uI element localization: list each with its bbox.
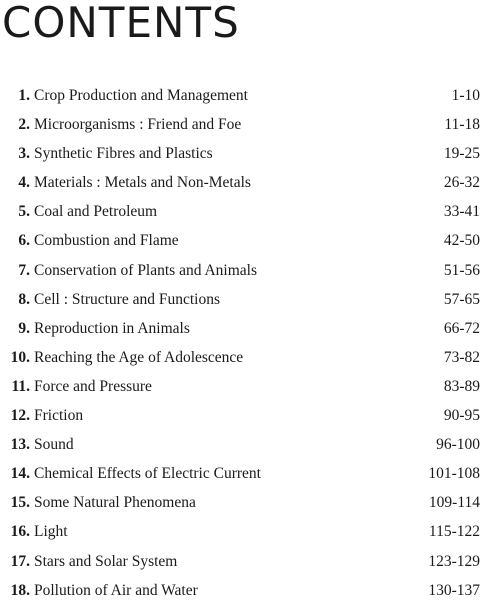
chapter-number: 10.: [10, 348, 30, 366]
chapter-title: Chemical Effects of Electric Current: [34, 465, 261, 483]
toc-entry[interactable]: [0, 547, 480, 576]
toc-entry[interactable]: [0, 343, 480, 372]
toc-entry[interactable]: [0, 168, 480, 197]
chapter-number: 7.: [18, 261, 30, 279]
page-range: 51-56: [443, 261, 480, 279]
page-range: 33-41: [443, 203, 480, 221]
chapter-number: 17.: [10, 552, 30, 570]
page-range: 26-32: [443, 174, 480, 192]
chapter-number: 9.: [18, 319, 30, 337]
chapter-title: Stars and Solar System: [34, 552, 178, 570]
page-range: 96-100: [436, 436, 480, 454]
toc-entry[interactable]: [0, 430, 480, 459]
toc-entry[interactable]: [0, 285, 480, 314]
toc-entry[interactable]: [0, 110, 480, 139]
page-range: 123-129: [428, 552, 480, 570]
chapter-title: Sound: [34, 436, 74, 454]
chapter-title: Crop Production and Management: [34, 87, 248, 104]
page-range: 42-50: [443, 232, 480, 250]
chapter-title: Combustion and Flame: [34, 232, 179, 250]
chapter-title: Synthetic Fibres and Plastics: [34, 145, 213, 163]
chapter-number: 8.: [18, 290, 30, 308]
chapter-number: 15.: [10, 494, 30, 512]
toc-entry[interactable]: [0, 517, 480, 546]
chapter-title: Microorganisms : Friend and Foe: [34, 116, 242, 134]
chapter-number: 2.: [18, 116, 30, 134]
page-range: 83-89: [443, 377, 480, 395]
page-range: 73-82: [443, 348, 480, 366]
toc-entry[interactable]: [0, 81, 480, 110]
page-range: 90-95: [443, 407, 480, 425]
page-range: 19-25: [443, 145, 480, 163]
chapter-title: Conservation of Plants and Animals: [34, 261, 258, 279]
chapter-number: 6.: [18, 232, 30, 250]
chapter-title: Friction: [34, 407, 84, 425]
toc-entry[interactable]: [0, 401, 480, 430]
toc-entry[interactable]: [0, 139, 480, 168]
page-range: 115-122: [428, 523, 480, 541]
toc-entry[interactable]: [0, 256, 480, 285]
chapter-number: 11.: [11, 377, 30, 395]
chapter-title: Pollution of Air and Water: [34, 581, 198, 599]
page-range: 57-65: [443, 290, 480, 308]
chapter-title: Materials : Metals and Non-Metals: [34, 174, 251, 192]
toc-entry[interactable]: [0, 372, 480, 401]
page-range: 66-72: [443, 319, 480, 337]
page-range: 11-18: [444, 116, 480, 134]
chapter-number: 5.: [18, 203, 30, 221]
chapter-title: Light: [34, 523, 68, 541]
table-of-contents: [0, 81, 480, 605]
chapter-number: 3.: [18, 145, 30, 163]
chapter-title: Reaching the Age of Adolescence: [34, 348, 244, 366]
chapter-number: 14.: [10, 465, 30, 483]
chapter-title: Coal and Petroleum: [34, 203, 158, 221]
page-range: 109-114: [428, 494, 480, 512]
chapter-number: 1.: [18, 87, 30, 104]
chapter-number: 13.: [10, 436, 30, 454]
toc-entry[interactable]: [0, 314, 480, 343]
page-range: 130-137: [428, 581, 480, 599]
chapter-number: 4.: [18, 174, 30, 192]
chapter-number: 12.: [10, 407, 30, 425]
chapter-number: 16.: [10, 523, 30, 541]
toc-entry[interactable]: [0, 459, 480, 488]
page-range: 101-108: [428, 465, 480, 483]
toc-entry[interactable]: [0, 197, 480, 226]
page-title: CONTENTS: [2, 0, 240, 47]
chapter-title: Reproduction in Animals: [34, 319, 190, 337]
toc-entry[interactable]: [0, 226, 480, 255]
toc-entry[interactable]: [0, 488, 480, 517]
chapter-number: 18.: [10, 581, 30, 599]
chapter-title: Cell : Structure and Functions: [34, 290, 220, 308]
chapter-title: Some Natural Phenomena: [34, 494, 196, 512]
chapter-title: Force and Pressure: [34, 377, 152, 395]
toc-entry[interactable]: [0, 576, 480, 605]
page-range: 1-10: [451, 87, 480, 104]
